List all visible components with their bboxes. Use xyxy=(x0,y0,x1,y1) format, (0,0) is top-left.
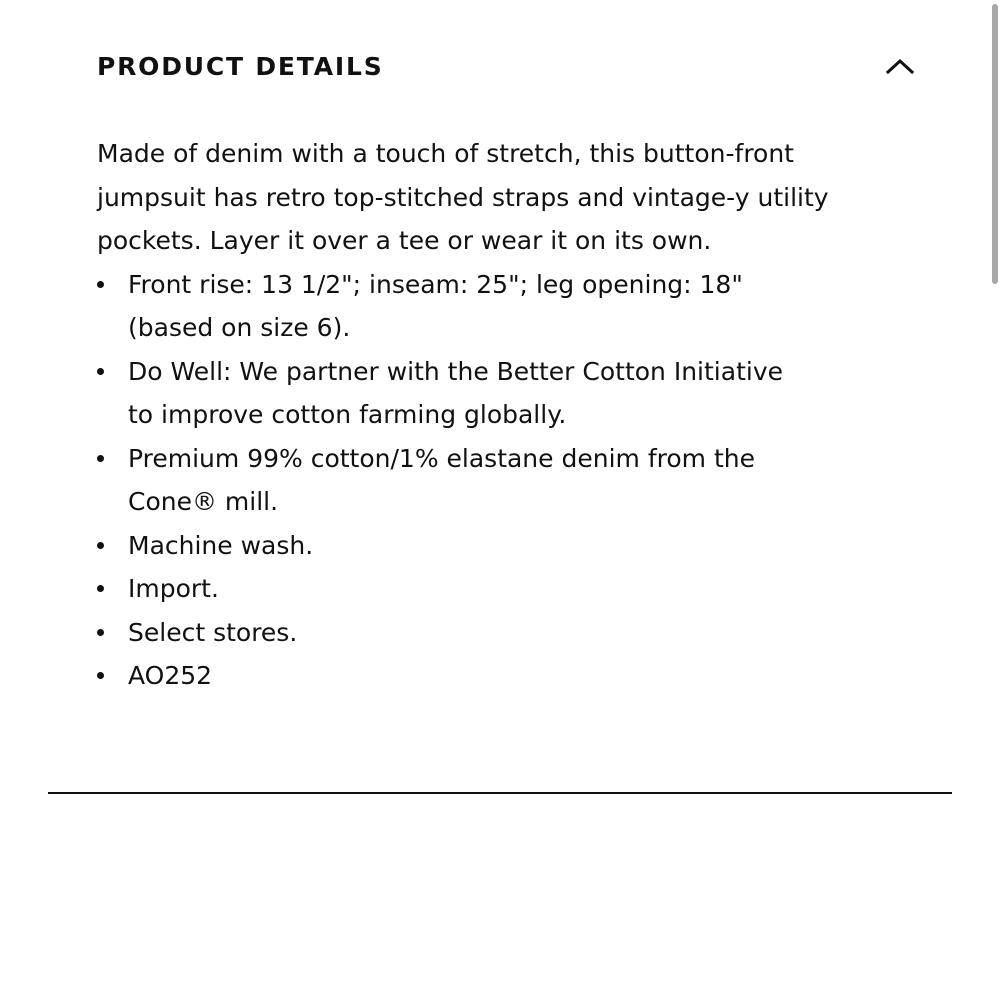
list-item xyxy=(97,611,808,655)
product-details-header[interactable] xyxy=(97,44,912,88)
chevron-up-icon xyxy=(885,56,915,76)
list-item xyxy=(97,350,808,437)
list-item xyxy=(97,437,808,524)
bullet-icon xyxy=(97,629,104,636)
section-divider xyxy=(48,792,952,794)
scrollbar[interactable] xyxy=(990,0,1000,1000)
bullet-icon xyxy=(97,542,104,549)
list-item-text: Import. xyxy=(128,574,219,603)
bullet-icon xyxy=(97,368,104,375)
list-item xyxy=(97,654,808,698)
list-item-text: Select stores. xyxy=(128,617,298,647)
collapse-toggle-button[interactable] xyxy=(880,46,920,86)
bullet-icon xyxy=(97,672,104,679)
list-item-text: Front rise: 13 1/2"; inseam: 25"; leg opening: 18" (based on size 6). xyxy=(128,269,743,342)
scrollbar-thumb[interactable] xyxy=(992,4,998,284)
list-item-text: AO252 xyxy=(128,661,213,690)
list-item-text: Premium 99% cotton/1% elastane denim from the Cone® mill. xyxy=(128,443,755,516)
list-item xyxy=(97,567,808,611)
product-details-content xyxy=(97,132,857,698)
product-description: Made of denim with a touch of stretch, this button-front jumpsuit has retro top-stitched straps and vintage-y utility pockets. Layer it over a tee or wear it on its own. xyxy=(97,139,829,255)
list-item-text: Machine wash. xyxy=(128,530,314,560)
product-details-list xyxy=(97,263,857,698)
bullet-icon xyxy=(97,455,104,462)
bullet-icon xyxy=(97,281,104,288)
section-title: PRODUCT DETAILS xyxy=(97,51,384,81)
list-item xyxy=(97,263,808,350)
list-item-text: Do Well: We partner with the Better Cotton Initiative to improve cotton farming globally. xyxy=(128,356,783,429)
list-item xyxy=(97,524,808,568)
bullet-icon xyxy=(97,585,104,592)
